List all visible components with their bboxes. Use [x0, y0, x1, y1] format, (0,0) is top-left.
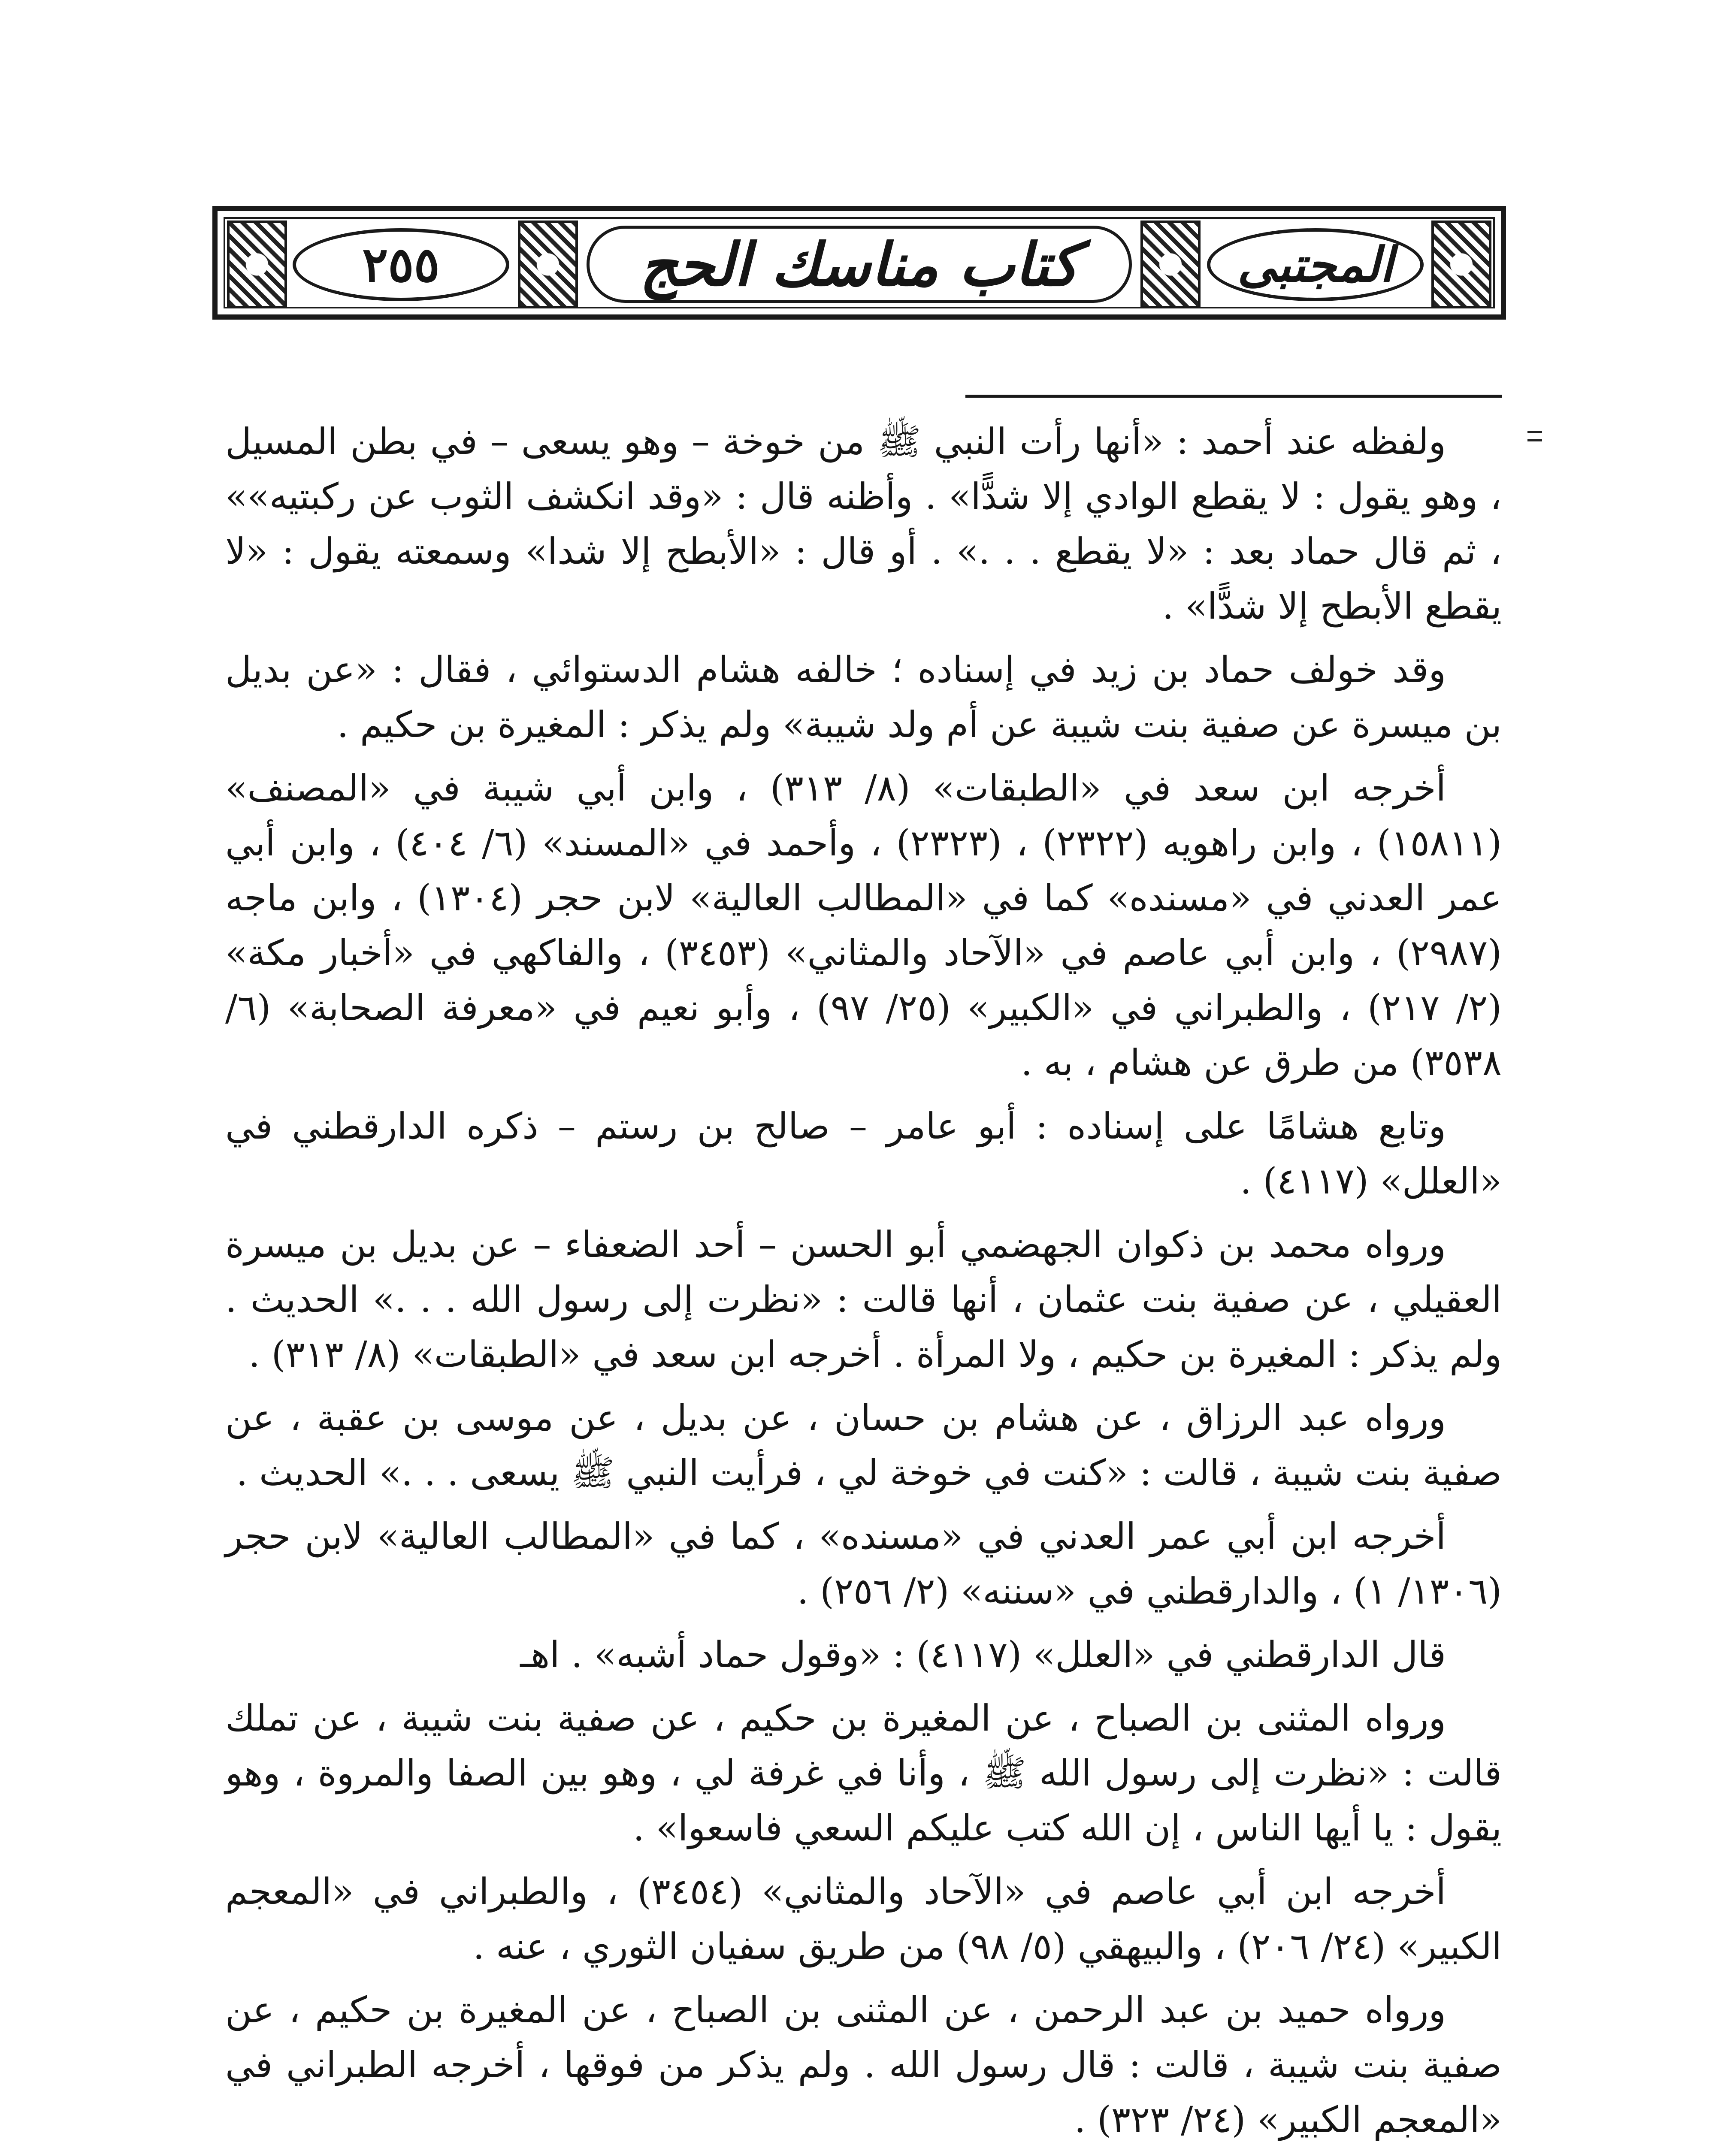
paragraph: ولفظه عند أحمد : «أنها رأت النبي ﷺ من خوخة – وهو يسعى – في بطن المسيل ، وهو يقول : لا يقطع الوادي إلا شدًّا» . وأظنه قال : «وقد انكشف الثوب عن ركبتيه»» ، ثم قال حماد بعد : «لا يقطع . . .» . أو قال : «الأبطح إلا شدا» وسمعته يقول : «لا يقطع الأبطح إلا شدًّا» .	[225, 420, 1502, 627]
ornament-right-inner	[1140, 221, 1201, 308]
paragraph: ورواه عبد الرزاق ، عن هشام بن حسان ، عن بديل ، عن موسى بن عقبة ، عن صفية بنت شيبة ، قالت : «كنت في خوخة لي ، فرأيت النبي ﷺ يسعى . . .» الحديث .	[225, 1397, 1502, 1494]
page-number-frame	[293, 228, 509, 301]
chapter-title: كتاب مناسك الحج	[639, 229, 1079, 299]
paragraph: أخرجه ابن أبي عمر العدني في «مسنده» ، كما في «المطالب العالية» لابن حجر (١٣٠٦/ ١) ، والدارقطني في «سننه» (٢/ ٢٥٦) .	[225, 1515, 1502, 1612]
book-logo: المجتبى	[1237, 236, 1394, 293]
book-logo-frame	[1207, 228, 1424, 301]
footnote-body	[225, 414, 1502, 2145]
paragraph: ورواه المثنى بن الصباح ، عن المغيرة بن حكيم ، عن صفية بنت شيبة ، عن تملك قالت : «نظرت إلى رسول الله ﷺ ، وأنا في غرفة لي ، وهو بين الصفا والمروة ، وهو يقول : يا أيها الناس ، إن الله كتب عليكم السعي فاسعوا» .	[225, 1697, 1502, 1849]
paragraph: قال الدارقطني في «العلل» (٤١١٧) : «وقول حماد أشبه» . اهـ	[520, 1634, 1446, 1676]
ornament-right-outer	[1431, 221, 1491, 308]
chapter-title-frame	[587, 226, 1132, 303]
paragraph: ورواه حميد بن عبد الرحمن ، عن المثنى بن الصباح ، عن المغيرة بن حكيم ، عن صفية بنت شيبة ، قالت : قال رسول الله . ولم يذكر من فوقها ، أخرجه الطبراني في «المعجم الكبير» (٢٤/ ٣٢٣) .	[225, 1989, 1502, 2141]
paragraph: ورواه محمد بن ذكوان الجهضمي أبو الحسن – أحد الضعفاء – عن بديل بن ميسرة العقيلي ، عن صفية بنت عثمان ، أنها قالت : «نظرت إلى رسول الله . . .» الحديث . ولم يذكر : المغيرة بن حكيم ، ولا المرأة . أخرجه ابن سعد في «الطبقات» (٨/ ٣١٣) .	[225, 1224, 1502, 1375]
ornament-left-outer	[227, 221, 287, 308]
page-header	[212, 206, 1506, 320]
margin-mark-top	[1527, 431, 1542, 441]
paragraph: وقد خولف حماد بن زيد في إسناده ؛ خالفه هشام الدستوائي ، فقال : «عن بديل بن ميسرة عن صفية بنت شيبة عن أم ولد شيبة» ولم يذكر : المغيرة بن حكيم .	[225, 649, 1502, 746]
paragraph: أخرجه ابن أبي عاصم في «الآحاد والمثاني» (٣٤٥٤) ، والطبراني في «المعجم الكبير» (٢٤/ ٢٠٦) ، والبيهقي (٥/ ٩٨) من طريق سفيان الثوري ، عنه .	[225, 1870, 1502, 1967]
footnote-separator	[965, 395, 1502, 398]
paragraph: وتابع هشامًا على إسناده : أبو عامر – صالح بن رستم – ذكره الدارقطني في «العلل» (٤١١٧) .	[225, 1105, 1502, 1202]
page-number: ٢٥٥	[362, 236, 440, 293]
paragraph: أخرجه ابن سعد في «الطبقات» (٨/ ٣١٣) ، وابن أبي شيبة في «المصنف» (١٥٨١١) ، وابن راهويه (٢٣٢٢) ، (٢٣٢٣) ، وأحمد في «المسند» (٦/ ٤٠٤) ، وابن أبي عمر العدني في «مسنده» كما في «المطالب العالية» لابن حجر (١٣٠٤) ، وابن ماجه (٢٩٨٧) ، وابن أبي عاصم في «الآحاد والمثاني» (٣٤٥٣) ، والفاكهي في «أخبار مكة» (٢/ ٢١٧) ، والطبراني في «الكبير» (٢٥/ ٩٧) ، وأبو نعيم في «معرفة الصحابة» (٦/ ٣٥٣٨) من طرق عن هشام ، به .	[225, 767, 1502, 1084]
ornament-left-inner	[518, 221, 578, 308]
